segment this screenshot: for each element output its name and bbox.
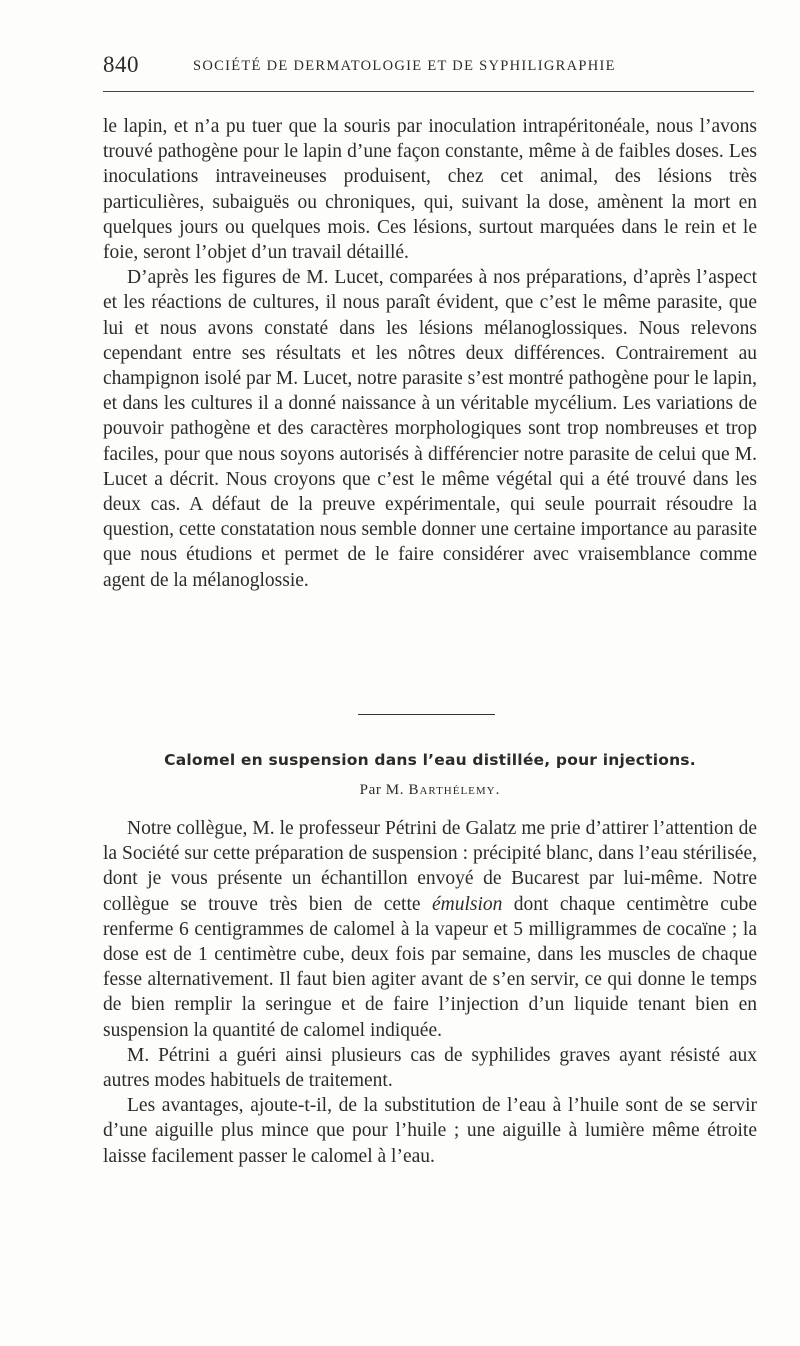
header-rule xyxy=(103,91,754,92)
author-name: Barthélemy. xyxy=(408,782,501,798)
page-number: 840 xyxy=(103,52,139,77)
continued-text xyxy=(103,114,757,593)
byline-prefix: Par M. xyxy=(359,782,405,798)
running-head xyxy=(103,52,757,82)
article-text xyxy=(103,816,757,1169)
paragraph-text: Notre collègue, M. le professeur Pétrini de Galatz me prie d’attirer l’attention de la Société sur cette préparation de suspension : précipité blanc, dans l’eau stérilisée, dont je vous présente un échantillon envoyé de Bucarest par lui-même. Notre collègue se trouve très bien de cette xyxy=(103,818,757,915)
paragraph: le lapin, et n’a pu tuer que la souris par inoculation intrapéritonéale, nous l’avons trouvé pathogène pour le lapin d’une façon constante, même à de faibles doses. Les inoculations intraveineuses produisent, chez cet animal, des lésions très particulières, subaiguës ou chroniques, qui, suivant la dose, amènent la mort en quelques jours ou quelques mois. Ces lésions, surtout marquées dans le rein et le foie, seront l’objet d’un travail détaillé. xyxy=(103,116,757,264)
byline xyxy=(103,782,757,799)
section-separator-rule xyxy=(358,714,495,715)
paragraph-text: dont chaque centimètre cube renferme 6 centigrammes de calomel à la vapeur et 5 milligrammes de cocaïne ; la dose est de 1 centimètre cube, deux fois par semaine, dans les muscles de chaque fesse alternativement. Il faut bien agiter avant de s’en servir, ce qui donne le temps de bien remplir la seringue et de faire l’injection d’un liquide tenant bien en suspension la quantité de calomel indiquée. xyxy=(103,893,758,1041)
journal-title: SOCIÉTÉ DE DERMATOLOGIE ET DE SYPHILIGRAPHIE xyxy=(193,58,616,74)
emphasized-word: émulsion xyxy=(431,893,503,915)
article-title: Calomel en suspension dans l’eau distillée, pour injections. xyxy=(164,751,696,769)
paragraph: D’après les figures de M. Lucet, comparées à nos préparations, d’après l’aspect et les réactions de cultures, il nous paraît évident, que c’est le même parasite, que lui et nous avons constaté dans les lésions mélanoglossiques. Nous relevons cependant entre ses résultats et les nôtres deux différences. Contrairement au champignon isolé par M. Lucet, notre parasite s’est montré pathogène pour le lapin, et dans les cultures il a donné naissance à un véritable mycélium. Les variations de pouvoir pathogène et des caractères morphologiques sont trop nombreuses et trop faciles, pour que nous soyons autorisés à différencier notre parasite de celui que M. Lucet a décrit. Nous croyons que c’est le même végétal qui a été trouvé dans les deux cas. A défaut de la preuve expérimentale, qui seule pourrait résoudre la question, cette constatation nous semble donner une certaine importance au parasite que nous étudions et permet de le faire considérer avec vraisemblance comme agent de la mélanoglossie. xyxy=(103,267,757,591)
paragraph: M. Pétrini a guéri ainsi plusieurs cas de syphilides graves ayant résisté aux autres modes habituels de traitement. xyxy=(103,1044,757,1092)
paragraph xyxy=(103,816,757,1043)
paragraph: Les avantages, ajoute-t-il, de la substitution de l’eau à l’huile sont de se servir d’une aiguille plus mince que pour l’huile ; une aiguille à lumière même étroite laisse facilement passer le calomel à l’eau. xyxy=(103,1095,757,1167)
